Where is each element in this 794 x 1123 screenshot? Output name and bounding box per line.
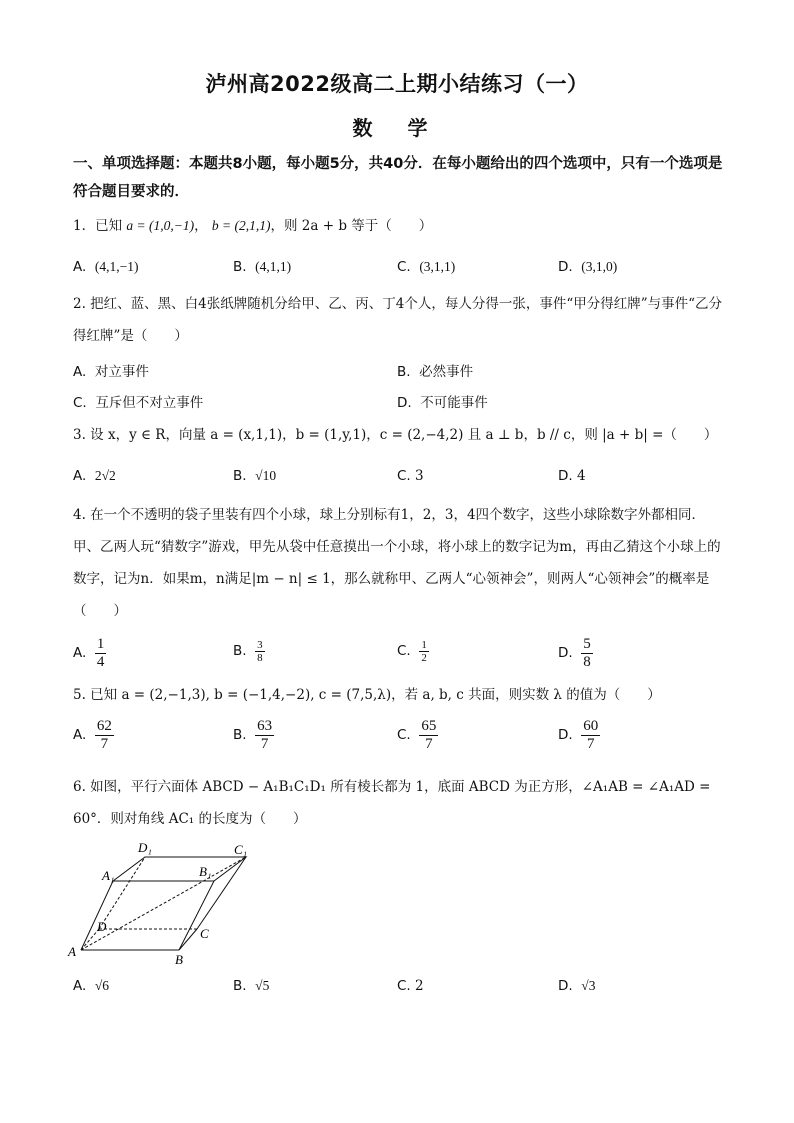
q6-option-a[interactable]: A. √6 [73, 978, 110, 994]
q5-option-c[interactable]: C. $\frac{65}{7}$ [397, 718, 437, 752]
question-5-stem: 5. 已知 a = (2,−1,3), b = (−1,4,−2), c = (7,5,λ)，若 a, b, c 共面，则实数 λ 的值为（ ） [73, 687, 661, 703]
q6-option-b[interactable]: B. √5 [233, 978, 270, 994]
q2-option-b[interactable]: B. 必然事件 [397, 364, 474, 380]
q4-option-c[interactable]: C. $\frac{1}{2}$ [397, 639, 427, 664]
question-1-stem: 1．已知 a = (1,0,−1)， b = (2,1,1)，则 2a + b 等于（ ） [73, 218, 433, 234]
q1-option-a[interactable]: A. (4,1,−1) [73, 259, 139, 275]
q4-option-a-fraction: $\frac{1}{4}$ [96, 636, 105, 670]
q5-option-d[interactable]: D. $\frac{60}{7}$ [558, 718, 599, 752]
vector-a-definition: a = (1,0,−1) [126, 218, 195, 233]
label-c1: C₁ [234, 842, 248, 857]
label-b: B [175, 952, 183, 967]
q4-option-b[interactable]: B. $\frac{3}{8}$ [233, 639, 263, 664]
q4-option-d-fraction: $\frac{5}{8}$ [583, 636, 591, 670]
q5-option-a[interactable]: A. $\frac{62}{7}$ [73, 718, 112, 752]
question-1-ask: ，则 2a + b 等于（ ） [270, 218, 433, 234]
question-6-stem: 6. 如图，平行六面体 ABCD − A₁B₁C₁D₁ 所有棱长都为 1，底面 ABCD 为正方形，∠A₁AB = ∠A₁AD = 60°．则对角线 AC₁ 的长度为（ ） [73, 779, 711, 827]
label-a: A [68, 944, 76, 959]
q6-option-d[interactable]: D. √3 [558, 978, 596, 994]
question-4-stem: 4. 在一个不透明的袋子里装有四个小球，球上分别标有1，2，3，4四个数字，这些小球除数字外都相同．甲、乙两人玩“猜数字”游戏，甲先从袋中任意摸出一个小球，将小球上的数字记为m，再由乙猜这个小球上的数字，记为n．如果m，n满足|m − n| ≤ 1，那么就称甲、乙两人“心领神会”，则两人“心领神会”的概率是（ ） [73, 507, 721, 619]
page-title: 泸州高2022级高二上期小结练习（一） [205, 72, 589, 96]
q4-option-b-fraction: $\frac{3}{8}$ [257, 639, 263, 664]
q2-option-d[interactable]: D. 不可能事件 [397, 395, 488, 411]
q3-option-a[interactable]: A. 2√2 [73, 468, 116, 484]
section-heading: 一、单项选择题：本题共8小题，每小题5分，共40分．在每小题给出的四个选项中，只有一个选项是符合题目要求的． [73, 156, 723, 200]
q4-option-c-fraction: $\frac{1}{2}$ [421, 639, 427, 664]
q3-option-d[interactable]: D. 4 [558, 468, 586, 484]
q2-option-a[interactable]: A. 对立事件 [73, 364, 149, 380]
q1-option-c[interactable]: C. (3,1,1) [397, 259, 456, 275]
q5-option-b[interactable]: B. $\frac{63}{7}$ [233, 718, 273, 752]
q3-option-c[interactable]: C. 3 [397, 468, 424, 484]
q4-option-a[interactable]: A. $\frac{1}{4}$ [73, 636, 105, 670]
q5-option-a-fraction: $\frac{62}{7}$ [96, 718, 112, 752]
question-2-stem: 2. 把红、蓝、黑、白4张纸牌随机分给甲、乙、丙、丁4个人，每人分得一张，事件“甲分得红牌”与事件“乙分得红牌”是（ ） [73, 296, 723, 344]
q1-option-d[interactable]: D. (3,1,0) [558, 259, 618, 275]
question-1-intro: 已知 [95, 218, 123, 234]
label-d: D [97, 919, 107, 934]
q1-option-b[interactable]: B. (4,1,1) [233, 259, 292, 275]
top-face [113, 857, 246, 881]
question-3-stem: 3. 设 x，y ∈ R，向量 a = (x,1,1)，b = (1,y,1)，c = (2,−4,2) 且 a ⊥ b，b // c，则 |a + b| =（ ） [73, 427, 718, 443]
q6-option-c[interactable]: C. 2 [397, 978, 424, 994]
label-c: C [200, 926, 209, 941]
q2-option-c[interactable]: C. 互斥但不对立事件 [73, 395, 204, 411]
label-d1: D₁ [138, 840, 152, 855]
question-1-number: 1． [73, 218, 96, 234]
q5-option-d-fraction: $\frac{60}{7}$ [583, 718, 599, 752]
vector-b-definition: b = (2,1,1) [211, 218, 271, 233]
parallelepiped-figure [66, 838, 266, 968]
subject-title: 数 学 [352, 116, 442, 140]
q4-option-d[interactable]: D. $\frac{5}{8}$ [558, 636, 591, 670]
q3-option-b[interactable]: B. √10 [233, 468, 277, 484]
label-a1: A₁ [102, 868, 115, 883]
label-b1: B₁ [199, 864, 212, 879]
q5-option-b-fraction: $\frac{63}{7}$ [257, 718, 273, 752]
edge-bb1 [179, 881, 214, 950]
q5-option-c-fraction: $\frac{65}{7}$ [421, 718, 437, 752]
